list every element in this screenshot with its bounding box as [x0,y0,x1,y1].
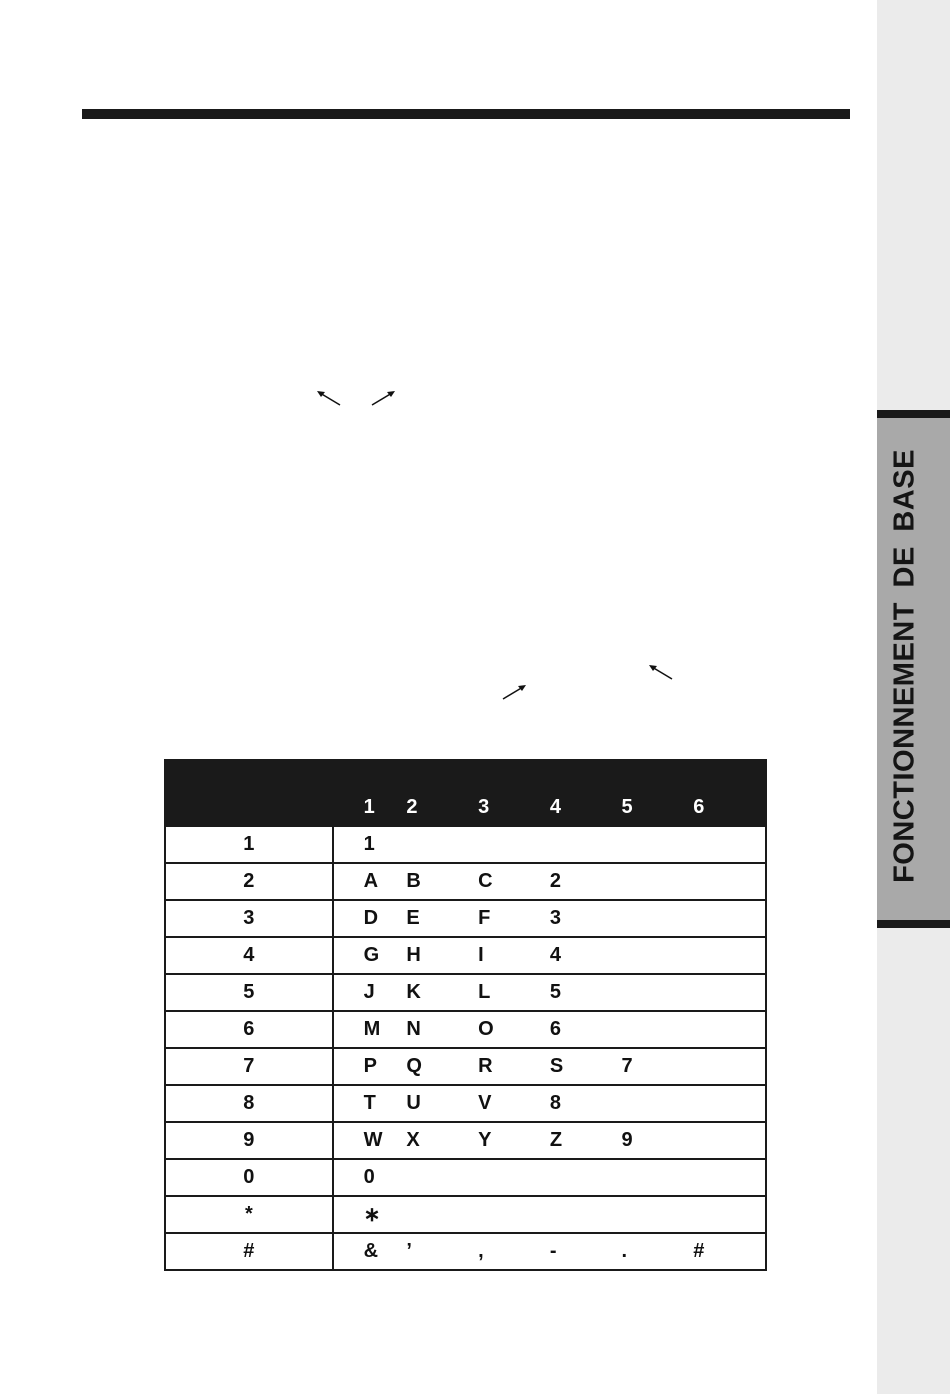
key-cell: * [165,1196,333,1233]
char-cell [622,1196,694,1233]
table-header-cell: 2 [406,760,478,826]
char-cell: A [333,863,407,900]
char-cell: - [550,1233,622,1270]
char-cell: 9 [622,1122,694,1159]
table-header-cell [165,760,333,826]
char-cell [622,863,694,900]
char-cell [622,826,694,863]
char-cell [622,1085,694,1122]
char-cell: J [333,974,407,1011]
char-cell [406,826,478,863]
char-cell: G [333,937,407,974]
char-cell: ∗ [333,1196,407,1233]
char-cell: F [478,900,550,937]
char-cell: , [478,1233,550,1270]
char-cell: K [406,974,478,1011]
char-cell: V [478,1085,550,1122]
char-cell: ’ [406,1233,478,1270]
char-cell: 7 [622,1048,694,1085]
char-cell [693,1048,766,1085]
char-cell [693,937,766,974]
key-cell: 4 [165,937,333,974]
key-cell: 8 [165,1085,333,1122]
char-cell [406,1196,478,1233]
char-cell: W [333,1122,407,1159]
char-cell: M [333,1011,407,1048]
arrow-up-left-icon [314,386,344,410]
key-cell: 1 [165,826,333,863]
char-cell: H [406,937,478,974]
char-cell: U [406,1085,478,1122]
char-cell [550,826,622,863]
char-cell [406,1159,478,1196]
key-cell: 3 [165,900,333,937]
char-cell: Y [478,1122,550,1159]
char-cell [478,826,550,863]
table-header-row [165,760,766,826]
arrow-up-left-icon [646,660,676,684]
char-cell: O [478,1011,550,1048]
key-cell: 9 [165,1122,333,1159]
char-cell: L [478,974,550,1011]
char-cell: 1 [333,826,407,863]
char-cell: . [622,1233,694,1270]
char-cell [622,900,694,937]
char-cell [693,1122,766,1159]
char-cell [550,1159,622,1196]
char-cell [693,1159,766,1196]
char-cell: B [406,863,478,900]
table-row [165,1011,766,1048]
char-cell: X [406,1122,478,1159]
key-cell: 6 [165,1011,333,1048]
table-header-cell: 6 [693,760,766,826]
char-cell: Z [550,1122,622,1159]
table-row [165,900,766,937]
table-row [165,1048,766,1085]
table-header-cell: 1 [333,760,407,826]
table-body [165,826,766,1270]
char-cell: R [478,1048,550,1085]
char-cell [550,1196,622,1233]
char-cell [693,826,766,863]
table-row [165,826,766,863]
char-cell: P [333,1048,407,1085]
char-cell [693,974,766,1011]
key-cell: 2 [165,863,333,900]
char-cell: # [693,1233,766,1270]
arrow-up-right-icon [499,680,529,704]
char-cell: 8 [550,1085,622,1122]
key-cell: # [165,1233,333,1270]
table-row [165,1233,766,1270]
top-rule [82,109,850,119]
table-row [165,1196,766,1233]
char-cell [478,1196,550,1233]
char-cell: T [333,1085,407,1122]
char-cell [478,1159,550,1196]
char-cell: 4 [550,937,622,974]
char-cell: 6 [550,1011,622,1048]
char-cell: I [478,937,550,974]
arrow-up-right-icon [368,386,398,410]
table-row [165,937,766,974]
char-cell [693,1196,766,1233]
char-cell: E [406,900,478,937]
table-row [165,1085,766,1122]
char-cell [693,900,766,937]
char-cell [622,1011,694,1048]
table-row [165,1159,766,1196]
table-row [165,1122,766,1159]
section-tab-label: FONCTIONNEMENT DE BASE [888,449,921,883]
char-cell [693,1085,766,1122]
char-cell: 0 [333,1159,407,1196]
char-cell: & [333,1233,407,1270]
char-cell: N [406,1011,478,1048]
table-header-cell: 3 [478,760,550,826]
table-header-cell: 5 [622,760,694,826]
char-cell [622,937,694,974]
char-cell: 5 [550,974,622,1011]
char-cell: C [478,863,550,900]
table-row [165,863,766,900]
character-key-table [164,759,767,1271]
char-cell: 2 [550,863,622,900]
char-cell [693,1011,766,1048]
table-header-cell: 4 [550,760,622,826]
char-cell: Q [406,1048,478,1085]
char-cell: D [333,900,407,937]
char-cell: S [550,1048,622,1085]
table-row [165,974,766,1011]
key-cell: 0 [165,1159,333,1196]
key-cell: 5 [165,974,333,1011]
key-cell: 7 [165,1048,333,1085]
char-cell: 3 [550,900,622,937]
char-cell [693,863,766,900]
char-cell [622,1159,694,1196]
char-cell [622,974,694,1011]
